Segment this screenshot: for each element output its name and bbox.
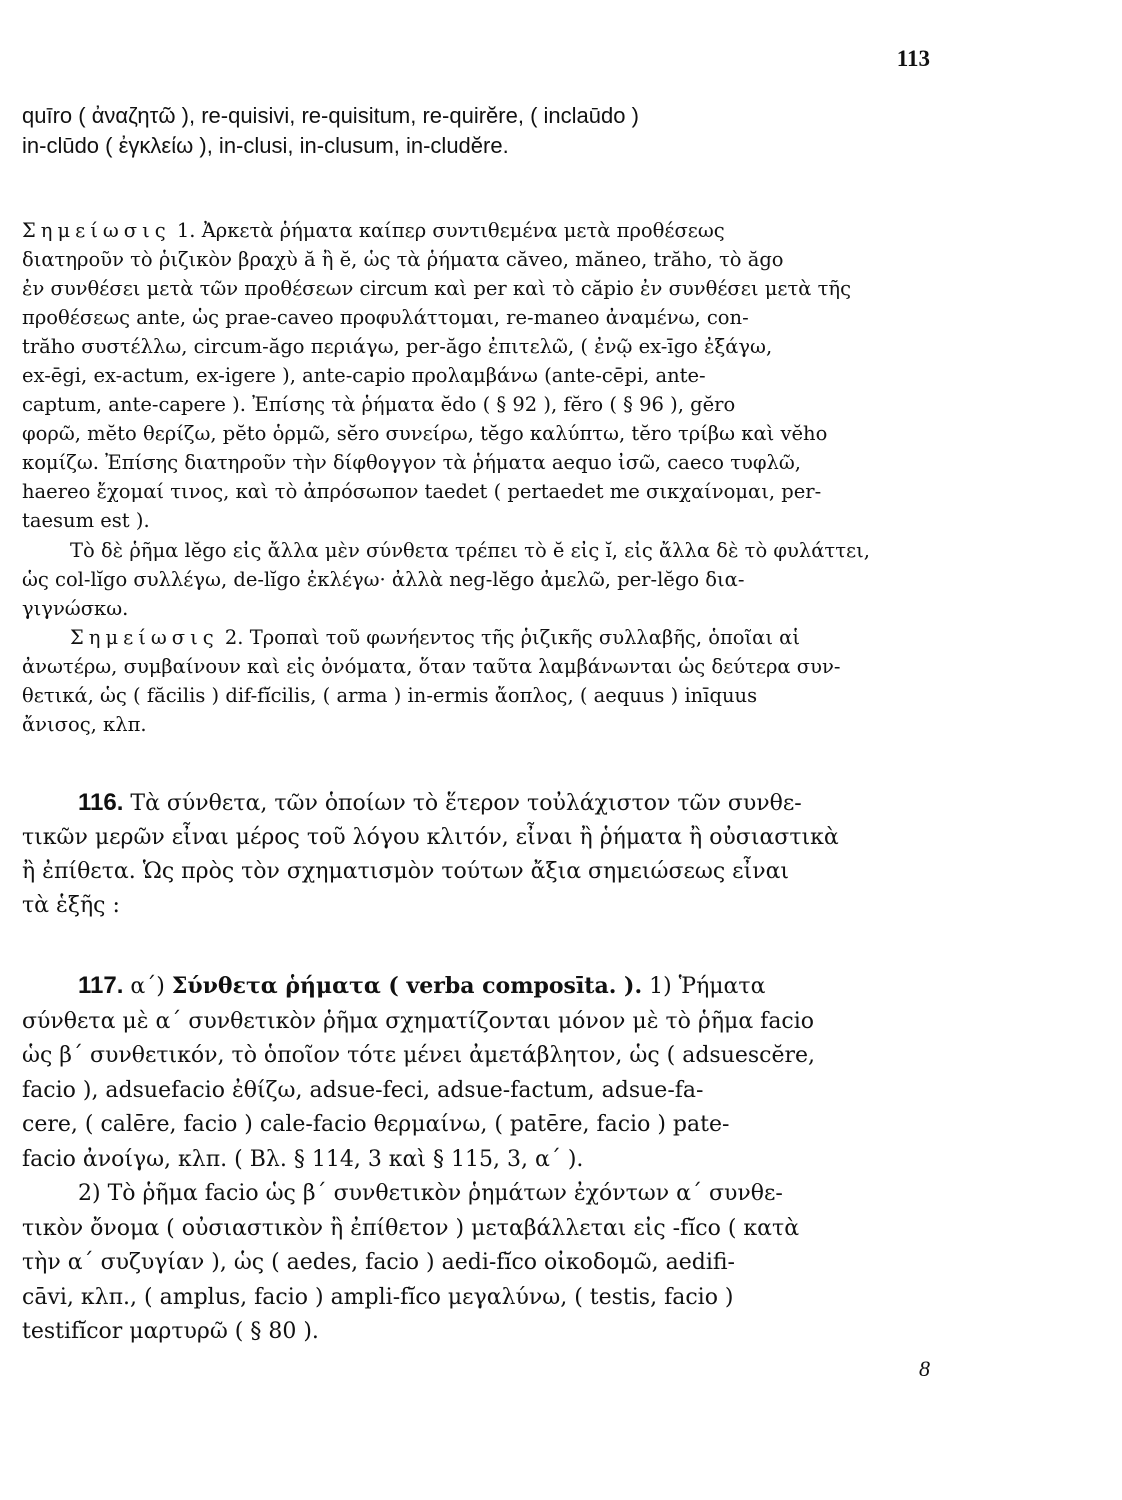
text-line: τὴν α΄ συζυγίαν ), ὡς ( aedes, facio ) aedi-fĭco οἰκοδομῶ, aedifi- xyxy=(22,1250,735,1275)
text-line: trăho συστέλλω, circum-ăgo περιάγω, per-ăgo ἐπιτελῶ, ( ἐνῷ ex-īgo ἐξάγω, xyxy=(22,335,773,358)
text-line: testifĭcor μαρτυρῶ ( § 80 ). xyxy=(22,1319,319,1344)
text-line: 1) Ῥήματα xyxy=(649,974,766,999)
section-number: 117. xyxy=(78,972,124,999)
text-line: captum, ante-capere ). Ἐπίσης τὰ ῥήματα ĕdo ( § 92 ), fĕro ( § 96 ), gĕro xyxy=(22,393,736,416)
heading-prefix: α΄) xyxy=(130,974,165,999)
note-number: 2. xyxy=(224,626,244,649)
text-line: τὰ ἑξῆς : xyxy=(22,893,120,918)
text-line: facio ), adsuefacio ἐθίζω, adsue-feci, adsue-factum, adsue-fa- xyxy=(22,1077,704,1103)
section-number: 116. xyxy=(78,789,124,816)
intro-paragraph xyxy=(22,101,932,161)
lego-paragraph xyxy=(22,536,932,623)
text-line: ex-ēgi, ex-actum, ex-igere ), ante-capio προλαμβάνω (ante-cēpi, ante- xyxy=(22,364,706,387)
note-label: Σημείωσις xyxy=(70,626,219,649)
note-1 xyxy=(22,216,932,535)
note-label: Σημείωσις xyxy=(22,219,171,242)
text-line: Τὸ δὲ ῥῆμα lĕgo εἰς ἄλλα μὲν σύνθετα τρέπει τὸ ĕ εἰς ĭ, εἰς ἄλλα δὲ τὸ φυλάττει, xyxy=(70,539,870,562)
text-line: Τροπαὶ τοῦ φωνήεντος τῆς ῥιζικῆς συλλαβῆς, ὁποῖαι αἱ xyxy=(249,626,801,649)
section-116 xyxy=(22,786,932,923)
text-line: facio ἀνοίγω, κλπ. ( Βλ. § 114, 3 καὶ § 115, 3, α΄ ). xyxy=(22,1146,584,1172)
text-line: quīro ( ἀναζητῶ ), re-quisivi, re-quisitum, re-quirĕre, ( inclaūdo ) xyxy=(22,103,639,128)
text-line: προθέσεως ante, ὡς prae-caveo προφυλάττομαι, re-maneo ἀναμένω, con- xyxy=(22,306,749,329)
note-2 xyxy=(22,623,932,739)
text-line: haereo ἔχομαί τινος, καὶ τὸ ἀπρόσωπον taedet ( pertaedet me σικχαίνομαι, per- xyxy=(22,480,822,503)
text-line: taesum est ). xyxy=(22,509,150,532)
text-line: Τὰ σύνθετα, τῶν ὁποίων τὸ ἕτερον τοὐλάχιστον τῶν συνθε- xyxy=(130,791,802,816)
text-line: cere, ( calēre, facio ) cale-facio θερμαίνω, ( patēre, facio ) pate- xyxy=(22,1112,730,1137)
text-line: ὡς col-lĭgo συλλέγω, de-lĭgo ἐκλέγω· ἀλλὰ neg-lĕgo ἀμελῶ, per-lĕgo δια- xyxy=(22,568,745,591)
section-heading: Σύνθετα ῥήματα ( verba composīta. ). xyxy=(171,973,643,999)
text-line: cāvi, κλπ., ( amplus, facio ) ampli-fĭco μεγαλύνω, ( testis, facio ) xyxy=(22,1284,734,1310)
text-line: κομίζω. Ἐπίσης διατηροῦν τὴν δίφθογγον τὰ ῥήματα aequo ἰσῶ, caeco τυφλῶ, xyxy=(22,451,802,474)
text-line: in-clūdo ( ἐγκλείω ), in-clusi, in-clusum, in-cludĕre. xyxy=(22,133,509,158)
text-line: ὡς β΄ συνθετικόν, τὸ ὁποῖον τότε μένει ἀμετάβλητον, ὡς ( adsuescĕre, xyxy=(22,1043,816,1068)
text-line: ἢ ἐπίθετα. Ὡς πρὸς τὸν σχηματισμὸν τούτων ἄξια σημειώσεως εἶναι xyxy=(22,859,790,884)
section-117 xyxy=(22,969,932,1350)
text-line: γιγνώσκω. xyxy=(22,597,129,620)
text-line: Ἀρκετὰ ῥήματα καίπερ συντιθεμένα μετὰ προθέσεως xyxy=(201,219,725,242)
text-line: τικῶν μερῶν εἶναι μέρος τοῦ λόγου κλιτόν, εἶναι ἢ ῥήματα ἢ οὐσιαστικὰ xyxy=(22,825,839,850)
signature-mark: 8 xyxy=(919,1356,930,1381)
text-line: ἄνισος, κλπ. xyxy=(22,713,147,736)
text-line: ἀνωτέρω, συμβαίνουν καὶ εἰς ὀνόματα, ὅταν ταῦτα λαμβάνωνται ὡς δεύτερα συν- xyxy=(22,655,841,678)
text-line: φορῶ, mĕto θερίζω, pĕto ὁρμῶ, sĕro συνείρω, tĕgo καλύπτω, tĕro τρίβω καὶ vĕho xyxy=(22,422,828,445)
note-number: 1. xyxy=(176,219,196,242)
text-line: σύνθετα μὲ α΄ συνθετικὸν ῥῆμα σχηματίζονται μόνον μὲ τὸ ῥῆμα facio xyxy=(22,1008,815,1034)
text-line: 2) Τὸ ῥῆμα facio ὡς β΄ συνθετικὸν ῥημάτων ἐχόντων α΄ συνθε- xyxy=(78,1181,783,1206)
text-line: θετικά, ὡς ( făcilis ) dif-fĭcilis, ( arma ) in-ermis ἄοπλος, ( aequus ) inīquus xyxy=(22,684,758,707)
text-line: τικὸν ὄνομα ( οὐσιαστικὸν ἢ ἐπίθετον ) μεταβάλλεται εἰς -fĭco ( κατὰ xyxy=(22,1215,800,1241)
page-number: 113 xyxy=(896,46,930,71)
text-line: διατηροῦν τὸ ῥιζικὸν βραχὺ ă ἢ ĕ, ὡς τὰ ῥήματα căveo, măneo, trăho, τὸ ăgo xyxy=(22,248,784,271)
text-line: ἐν συνθέσει μετὰ τῶν προθέσεων circum καὶ per καὶ τὸ căpio ἐν συνθέσει μετὰ τῆς xyxy=(22,277,852,300)
